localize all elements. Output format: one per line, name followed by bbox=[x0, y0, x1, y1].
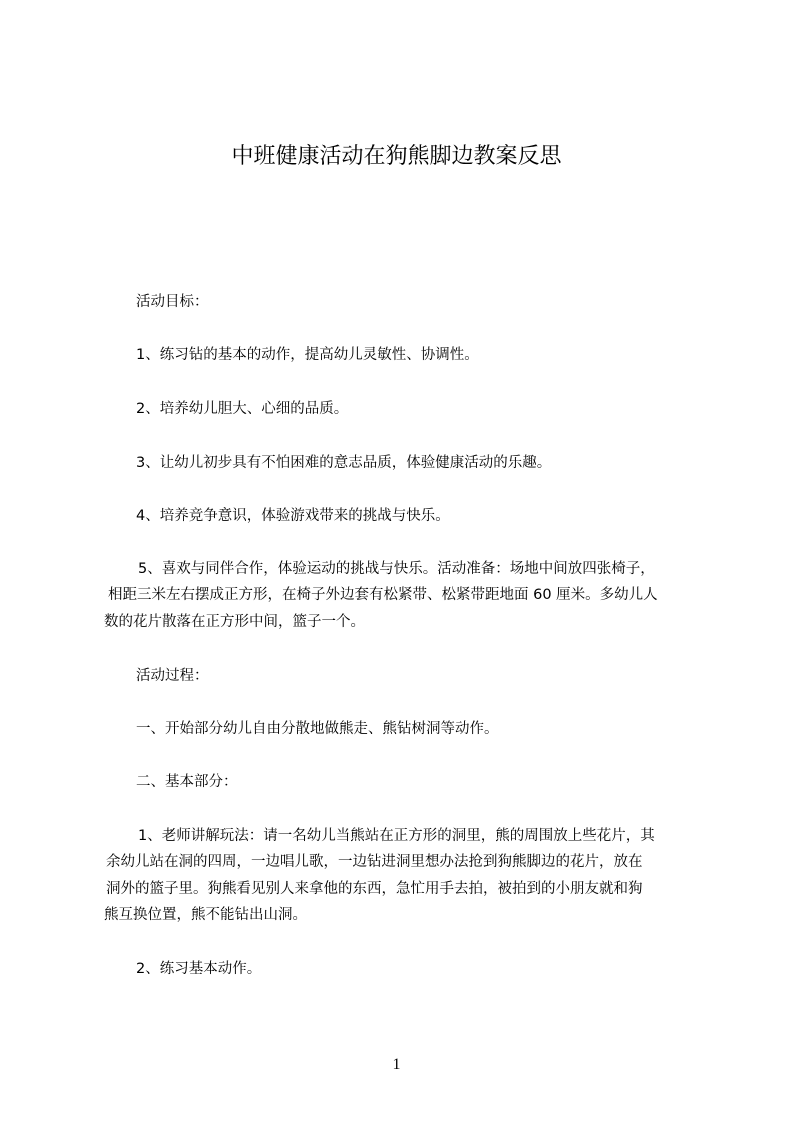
goal-item-2: 2、培养幼儿胆大、心细的品质。 bbox=[136, 401, 349, 417]
goal-item-4: 4、培养竞争意识，体验游戏带来的挑战与快乐。 bbox=[136, 508, 450, 524]
goal-item-3: 3、让幼儿初步具有不怕困难的意志品质，体验健康活动的乐趣。 bbox=[136, 455, 552, 471]
goal-item-5-line-2: 相距三米左右摆成正方形，在椅子外边套有松紧带、松紧带距地面 60 厘米。多幼儿人 bbox=[108, 587, 658, 603]
practice-item: 2、练习基本动作。 bbox=[136, 961, 262, 977]
rules-line-3: 洞外的篮子里。狗熊看见别人来拿他的东西，急忙用手去拍，被拍到的小朋友就和狗 bbox=[106, 881, 643, 897]
document-title: 中班健康活动在狗熊脚边教案反思 bbox=[231, 144, 562, 169]
section-heading-goals: 活动目标： bbox=[136, 294, 209, 310]
section-heading-process: 活动过程： bbox=[136, 668, 209, 684]
goal-item-1: 1、练习钻的基本的动作，提高幼儿灵敏性、协调性。 bbox=[136, 347, 479, 363]
process-part-1: 一、开始部分幼儿自由分散地做熊走、熊钻树洞等动作。 bbox=[136, 721, 499, 737]
process-part-2-heading: 二、基本部分： bbox=[136, 774, 238, 790]
rules-line-1: 1、老师讲解玩法：请一名幼儿当熊站在正方形的洞里，熊的周围放上些花片，其 bbox=[138, 828, 655, 844]
goal-item-5-line-1: 5、喜欢与同伴合作，体验运动的挑战与快乐。活动准备：场地中间放四张椅子， bbox=[138, 561, 655, 577]
rules-line-4: 熊互换位置，熊不能钻出山洞。 bbox=[104, 907, 307, 923]
rules-line-2: 余幼儿站在洞的四周，一边唱儿歌，一边钻进洞里想办法抢到狗熊脚边的花片，放在 bbox=[106, 854, 643, 870]
goal-item-5-line-3: 数的花片散落在正方形中间，篮子一个。 bbox=[104, 614, 365, 630]
page-number: 1 bbox=[392, 1056, 401, 1073]
